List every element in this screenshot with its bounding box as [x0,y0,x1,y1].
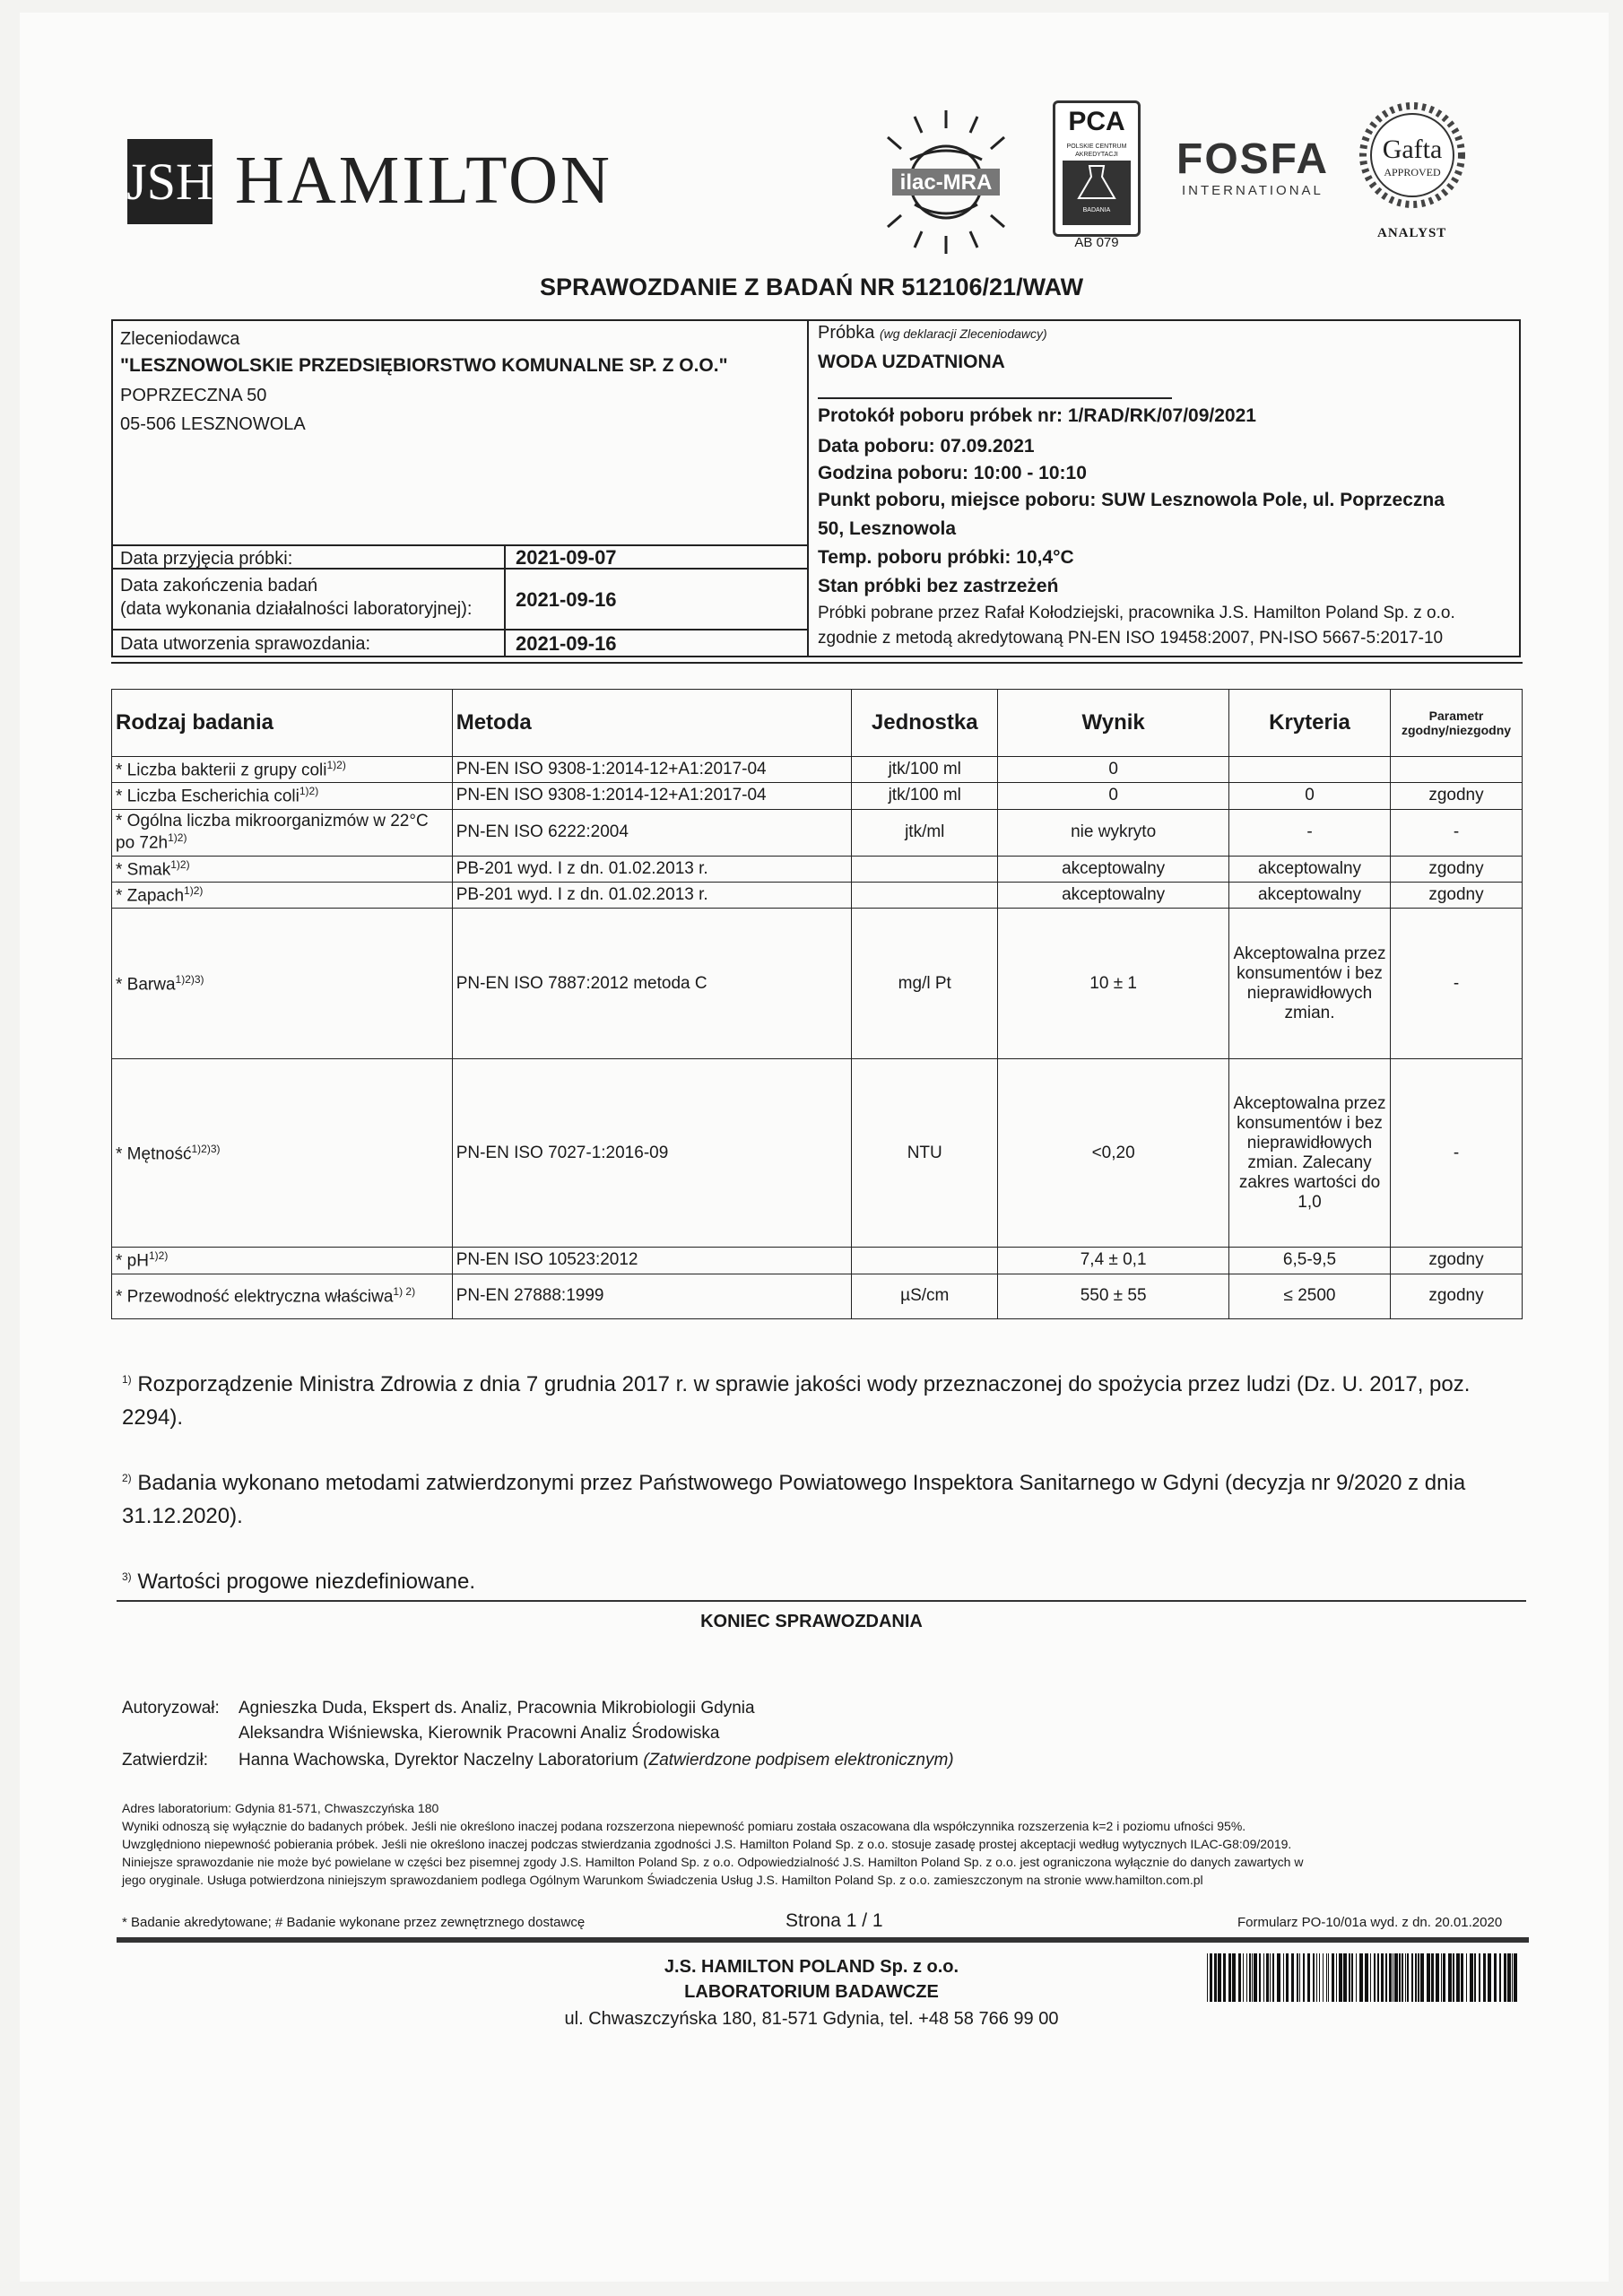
cell-method [452,757,852,783]
footnote-3-mark: 3) [122,1570,132,1583]
gafta-sub-label: APPROVED [1384,166,1441,178]
pca-code: AB 079 [1074,235,1119,250]
cell-footnote-mark: 1)2) [326,759,346,771]
cell-method-text: PN-EN ISO 10523:2012 [456,1250,638,1270]
company-address: ul. Chwaszczyńska 180, 81-571 Gdynia, tel. +48 58 766 99 00 [564,2009,1059,2029]
cell-footnote-mark: 1) 2) [393,1284,416,1298]
authorized-label: Autoryzował: [122,1699,220,1718]
cell-criteria [1229,1274,1391,1318]
cell-param [1390,1274,1522,1318]
cell-result-text: 7,4 ± 0,1 [1080,1250,1147,1270]
cell-footnote-mark: 1)2)3) [175,972,204,986]
cell-result [998,757,1229,783]
fine-line: Adres laboratorium: Gdynia 81-571, Chwaszczyńska 180 [122,1801,439,1815]
header-type: Rodzaj badania [112,690,453,757]
cell-result-text: 550 ± 55 [1080,1286,1147,1306]
sample-label [818,323,1047,344]
cell-type [112,1248,453,1274]
cell-unit-text: NTU [907,1143,942,1162]
footnote-1-mark: 1) [122,1373,132,1386]
cell-footnote-mark: 1)2) [299,785,319,798]
cell-criteria [1229,1248,1391,1274]
ilac-mra-logo [861,106,1031,258]
footnote-2 [122,1462,1521,1533]
cell-type [112,757,453,783]
cell-unit-text: jtk/ml [905,822,945,842]
header-criteria: Kryteria [1229,690,1391,757]
cell-param [1390,1059,1522,1248]
cell-param [1390,856,1522,882]
finished-label-1: Data zakończenia badań [120,576,318,596]
cell-param-text: zgodny [1428,858,1484,878]
cell-result [998,783,1229,809]
client-label: Zleceniodawca [120,329,240,349]
cell-type [112,1059,453,1248]
approved-label: Zatwierdził: [122,1751,209,1770]
footnote-2-mark: 2) [122,1472,132,1484]
footnote-3 [122,1561,1521,1598]
cell-criteria-text: - [1306,822,1313,842]
cell-param [1390,783,1522,809]
cell-result [998,1059,1229,1248]
pca-image-area [1063,161,1131,225]
header-param [1390,690,1522,757]
table-row [112,1059,1523,1248]
table-row [112,856,1523,882]
fine-line: Uwzględniono niepewność pobierania próbek. Jeśli nie określono inaczej podczas stwierdzania zgodności J.S. Hamilton Poland Sp. z o.o. stosuje zasadę prostej akceptacji według wytycznych ILAC-G8:09/2019. [122,1837,1292,1851]
received-date: 2021-09-07 [516,546,617,569]
cell-param [1390,882,1522,908]
cell-param-text: - [1453,822,1460,842]
gafta-label: Gafta [1382,135,1443,164]
sample-taken-by: Próbki pobrane przez Rafał Kołodziejski, pracownika J.S. Hamilton Poland Sp. z o.o. [818,604,1455,622]
authorized-2: Aleksandra Wiśniewska, Kierownik Pracowni Analiz Środowiska [239,1724,720,1743]
barcode-image [1207,1953,1521,2002]
cell-method [452,882,852,908]
row-line [111,629,808,631]
sample-temp: Temp. poboru próbki: 10,4°C [818,547,1074,568]
cell-criteria [1229,909,1391,1059]
cell-criteria [1229,783,1391,809]
cell-param-text: zgodny [1428,1286,1484,1306]
pca-small-text: POLSKIE CENTRUM AKREDYTACJI [1066,144,1127,158]
cell-result-text: 10 ± 1 [1089,973,1137,993]
cell-method [452,1059,852,1248]
cell-unit [852,856,998,882]
cell-param [1390,757,1522,783]
cell-result-text: akceptowalny [1062,885,1166,905]
date-divider [504,544,506,657]
header-unit: Jednostka [852,690,998,757]
cell-type [112,856,453,882]
table-row [112,1274,1523,1318]
cell-type [112,909,453,1059]
cell-method-text: PN-EN ISO 7887:2012 metoda C [456,973,707,993]
sample-point-2: 50, Lesznowola [818,518,957,539]
cell-criteria-text: Akceptowalna przez konsumentów i bez nieprawidłowych zmian. [1233,944,1386,1022]
cell-method-text: PN-EN ISO 7027-1:2016-09 [456,1143,669,1162]
cell-result-text: nie wykryto [1071,822,1157,842]
cell-result [998,809,1229,856]
cell-unit [852,757,998,783]
sample-protocol: Protokół poboru próbek nr: 1/RAD/RK/07/09/2021 [818,405,1256,426]
cell-unit [852,809,998,856]
footer-form: Formularz PO-10/01a wyd. z dn. 20.01.2020 [1237,1915,1503,1930]
approved-name: Hanna Wachowska, Dyrektor Naczelny Laboratorium [239,1751,638,1770]
table-row [112,1248,1523,1274]
table-row [112,757,1523,783]
cell-param [1390,809,1522,856]
cell-method [452,809,852,856]
cell-type [112,783,453,809]
cell-criteria-text: 6,5-9,5 [1282,1250,1337,1270]
cell-param-text: zgodny [1428,786,1484,805]
header-result: Wynik [998,690,1229,757]
sample-method: zgodnie z metodą akredytowaną PN-EN ISO 19458:2007, PN-ISO 5667-5:2017-10 [818,629,1444,648]
end-of-report: KONIEC SPRAWOZDANIA [700,1612,923,1631]
cell-unit-text: jtk/100 ml [888,786,961,805]
cell-method-text: PN-EN ISO 9308-1:2014-12+A1:2017-04 [456,760,767,779]
cell-result [998,882,1229,908]
footnote-3-text: Wartości progowe niezdefiniowane. [137,1570,475,1594]
cell-param-text: zgodny [1428,1250,1484,1270]
approved [239,1751,954,1770]
row-line [111,544,808,546]
fine-line: Wyniki odnoszą się wyłącznie do badanych próbek. Jeśli nie określono inaczej podana rozszerzona niepewność pomiaru została oszacowana dla współczynnika rozszerzenia k=2 i poziomu ufności 95%. [122,1819,1246,1833]
sample-date: Data poboru: 07.09.2021 [818,436,1035,457]
results-table [111,689,1523,1319]
cell-type [112,809,453,856]
header-param-1: Parametr [1428,709,1484,723]
company-name: J.S. HAMILTON POLAND Sp. z o.o. [664,1957,959,1977]
received-label: Data przyjęcia próbki: [120,549,293,569]
cell-result-text: <0,20 [1091,1143,1135,1162]
cell-type-text: * Barwa [116,974,176,994]
cell-method-text: PN-EN ISO 9308-1:2014-12+A1:2017-04 [456,786,767,805]
row-line [111,662,1523,664]
fine-line: Niniejsze sprawozdanie nie może być powielane w części bez pisemnej zgody J.S. Hamilton Poland Sp. z o.o. Odpowiedzialność J.S. Hamilton Poland Sp. z o.o. jest ograniczona wyłącznie do danych zawartych w [122,1855,1304,1869]
sample-name: WODA UZDATNIONA [818,352,1005,372]
sample-underline [818,397,1172,399]
cell-unit [852,1274,998,1318]
cell-criteria-text: Akceptowalna przez konsumentów i bez nieprawidłowych zmian. Zalecany zakres wartości do 1,0 [1233,1093,1386,1212]
table-header-row [112,690,1523,757]
cell-type-text: * pH [116,1251,149,1271]
cell-param-text: - [1453,1143,1460,1162]
cell-method-text: PN-EN 27888:1999 [456,1286,604,1306]
fosfa-logo: FOSFA [1176,135,1330,183]
cell-param-text: zgodny [1428,885,1484,905]
cell-method-text: PB-201 wyd. I z dn. 01.02.2013 r. [456,858,708,878]
fine-line: jego oryginale. Usługa potwierdzona niniejszym sprawozdaniem podlega Ogólnym Warunkom Świadczenia Usług J.S. Hamilton Poland Sp. z o.o. zamieszczonym na stronie www.hamilton.com.pl [122,1873,1203,1887]
sample-hour: Godzina poboru: 10:00 - 10:10 [818,463,1087,483]
cell-criteria-text: akceptowalny [1257,885,1362,905]
report-title: SPRAWOZDANIE Z BADAŃ NR 512106/21/WAW [539,274,1084,300]
ilac-label: ilac-MRA [899,170,993,195]
cell-result [998,1248,1229,1274]
table-row [112,809,1523,856]
authorized-1: Agnieszka Duda, Ekspert ds. Analiz, Pracownia Mikrobiologii Gdynia [239,1699,755,1718]
client-city: 05-506 LESZNOWOLA [120,414,306,434]
table-row [112,909,1523,1059]
company-lab: LABORATORIUM BADAWCZE [684,1982,939,2002]
footer-page: Strona 1 / 1 [785,1910,883,1931]
cell-footnote-mark: 1)2) [168,831,187,844]
gafta-approved-logo [1354,97,1471,213]
cell-criteria [1229,882,1391,908]
cell-footnote-mark: 1)2) [184,883,204,897]
flask-icon [1070,161,1124,205]
cell-type-text: * Ogólna liczba mikroorganizmów w 22°C po 72h [116,811,429,853]
finished-date: 2021-09-16 [516,588,617,611]
cell-method [452,856,852,882]
sample-point-1: Punkt poboru, miejsce poboru: SUW Lesznowola Pole, ul. Poprzeczna [818,490,1445,510]
cell-type-text: * Liczba bakterii z grupy coli [116,761,327,780]
client-name: "LESZNOWOLSKIE PRZEDSIĘBIORSTWO KOMUNALNE SP. Z O.O." [120,355,728,376]
cell-criteria [1229,809,1391,856]
cell-criteria [1229,856,1391,882]
cell-criteria-text: 0 [1305,786,1315,805]
approved-note: (Zatwierdzone podpisem elektronicznym) [643,1751,954,1770]
cell-criteria [1229,757,1391,783]
created-date: 2021-09-16 [516,632,617,655]
end-rule [117,1600,1526,1602]
cell-unit [852,783,998,809]
cell-type-text: * Przewodność elektryczna właściwa [116,1287,394,1307]
cell-type [112,1274,453,1318]
cell-unit-text: µS/cm [900,1286,950,1306]
cell-param [1390,909,1522,1059]
cell-result [998,1274,1229,1318]
cell-type-text: * Smak [116,859,171,879]
client-street: POPRZECZNA 50 [120,386,267,405]
info-divider [807,319,809,657]
cell-method [452,1274,852,1318]
cell-unit [852,909,998,1059]
pca-title: PCA [1068,107,1125,136]
footnote-2-text: Badania wykonano metodami zatwierdzonymi przez Państwowego Powiatowego Inspektora Sanitarnego w Gdyni (decyzja nr 9/2020 z dnia 31.12.2020). [122,1471,1466,1528]
hamilton-logo-mark: JSH [127,139,213,224]
hamilton-logo-text: HAMILTON [235,143,612,218]
cell-type-text: * Zapach [116,886,185,906]
cell-type [112,882,453,908]
cell-result-text: 0 [1108,786,1118,805]
sample-label-text: Próbka [818,323,875,343]
header-param-2: zgodny/niezgodny [1401,723,1512,737]
sample-label-note: (wg deklaracji Zleceniodawcy) [879,326,1047,341]
analyst-label: ANALYST [1377,226,1447,240]
cell-result [998,909,1229,1059]
cell-type-text: * Mętność [116,1144,192,1163]
cell-unit [852,882,998,908]
cell-method-text: PN-EN ISO 6222:2004 [456,822,629,842]
finished-label-2: (data wykonania działalności laboratoryjnej): [120,599,473,619]
cell-result [998,856,1229,882]
fine-print [122,1799,1521,1889]
cell-unit-text: jtk/100 ml [888,760,961,779]
cell-footnote-mark: 1)2)3) [191,1142,221,1155]
cell-method-text: PB-201 wyd. I z dn. 01.02.2013 r. [456,885,708,905]
pca-accreditation-badge [1053,100,1141,237]
table-row [112,783,1523,809]
cell-param-text: - [1453,973,1460,993]
cell-footnote-mark: 1)2) [170,857,190,871]
cell-method [452,783,852,809]
cell-param [1390,1248,1522,1274]
cell-method [452,909,852,1059]
cell-unit [852,1248,998,1274]
cell-footnote-mark: 1)2) [148,1249,169,1263]
fosfa-subtitle: INTERNATIONAL [1182,183,1324,198]
sample-state: Stan próbki bez zastrzeżeń [818,576,1059,596]
cell-unit-text: mg/l Pt [898,973,951,993]
footnote-1 [122,1363,1521,1434]
footnote-1-text: Rozporządzenie Ministra Zdrowia z dnia 7 grudnia 2017 r. w sprawie jakości wody przeznaczonej do spożycia przez ludzi (Dz. U. 2017, poz. 2294). [122,1372,1471,1430]
cell-criteria [1229,1059,1391,1248]
cell-type-text: * Liczba Escherichia coli [116,787,299,806]
table-row [112,882,1523,908]
footer-legend: * Badanie akredytowane; # Badanie wykonane przez zewnętrznego dostawcę [122,1915,586,1930]
pca-badania-label: BADANIA [1082,207,1111,213]
cell-unit [852,1059,998,1248]
cell-method [452,1248,852,1274]
header-method: Metoda [452,690,852,757]
cell-result-text: 0 [1108,760,1118,779]
cell-criteria-text: ≤ 2500 [1283,1286,1336,1306]
footer-rule [117,1937,1529,1943]
cell-result-text: akceptowalny [1062,858,1166,878]
created-label: Data utworzenia sprawozdania: [120,634,371,654]
cell-criteria-text: akceptowalny [1257,858,1362,878]
